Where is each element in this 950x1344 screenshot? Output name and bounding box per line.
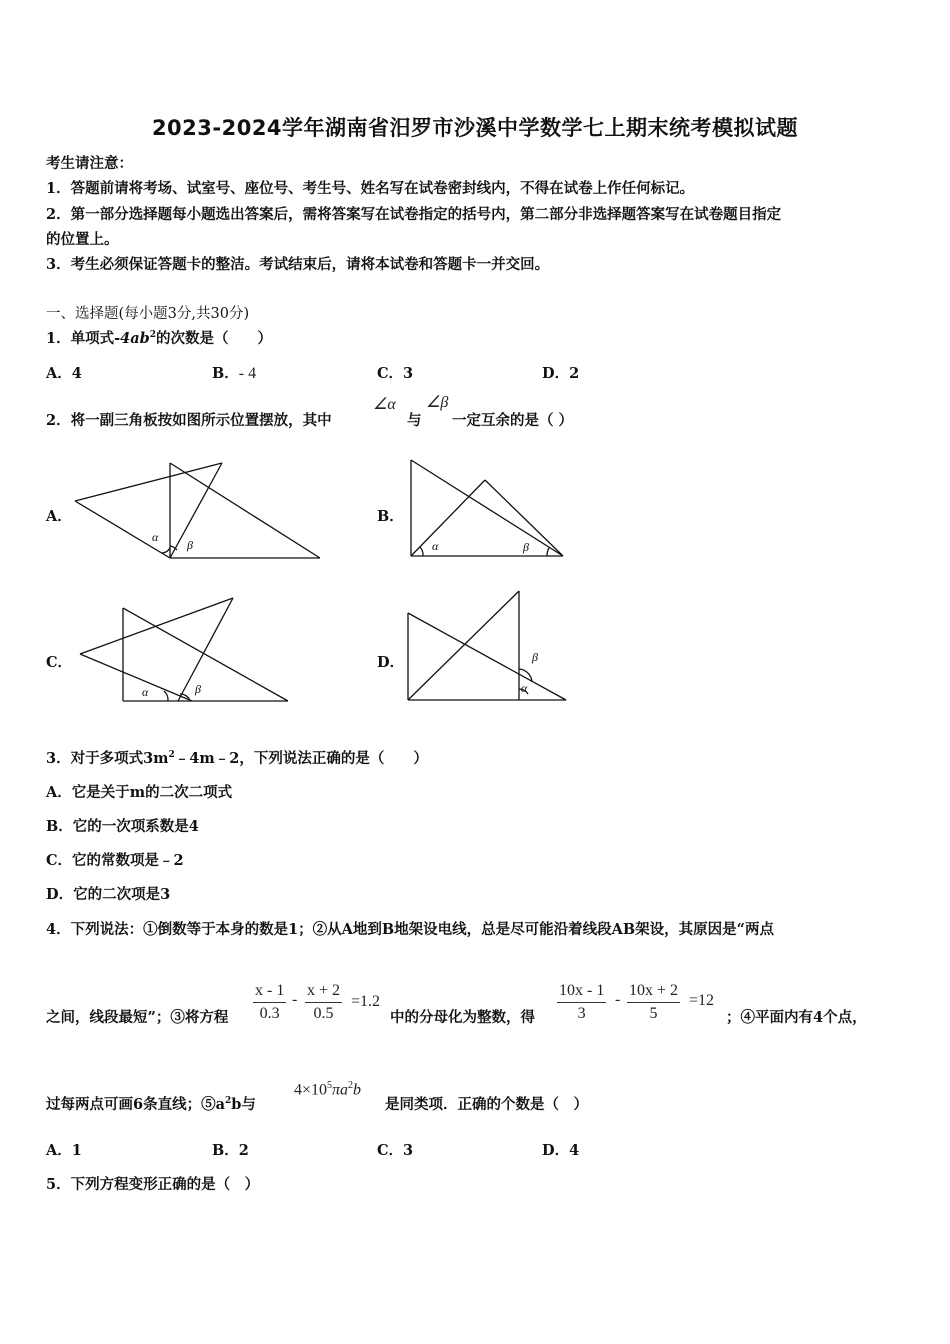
q1-option-a: A．4 xyxy=(46,365,82,382)
figure-c-label: C． xyxy=(46,654,73,671)
q3-option-c: C．它的常数项是﹣2 xyxy=(46,852,184,869)
figure-b-alpha: α xyxy=(432,539,439,553)
q2-middle: 与 xyxy=(407,412,422,429)
q4-line-1: 4．下列说法：①倒数等于本身的数是1；②从A地到B地架设电线，总是尽可能沿着线段AB架设，其原因是“两点 xyxy=(46,921,775,938)
eq2-fraction-2: $\frac{10x + 2}{5}$ xyxy=(629,982,679,1022)
page-title: 2023-2024学年湖南省汨罗市沙溪中学数学七上期末统考模拟试题 xyxy=(151,116,799,140)
question-5: 5．下列方程变形正确的是（ ） xyxy=(46,1176,260,1193)
figure-c-alpha: α xyxy=(142,685,149,699)
q2-beta-angle: ∠β xyxy=(426,394,449,411)
q3-option-b: B．它的一次项系数是4 xyxy=(46,818,199,835)
figure-d-label: D． xyxy=(377,654,405,671)
question-3: 3．对于多项式$3m^2﹣4m﹣2$，下列说法正确的是（ ） xyxy=(46,750,428,767)
q1-option-c: C．3 xyxy=(377,365,414,382)
q2-alpha-angle: ∠α xyxy=(373,396,396,413)
eq1-fraction-1: $\frac{x - 1}{0.3}$ xyxy=(255,982,285,1022)
q1-prefix: 1．单项式 xyxy=(46,330,115,347)
eq1-fraction-2: $\frac{x + 2}{0.5}$ xyxy=(307,982,341,1022)
q1-option-d: D．2 xyxy=(542,365,580,382)
q1-expression: $-4ab^2$ xyxy=(114,330,157,347)
q2-suffix: 一定互余的是（ ） xyxy=(452,412,574,429)
figure-b-beta: β xyxy=(523,540,529,554)
q4-line-2b: 中的分母化为整数，得 xyxy=(390,1009,535,1026)
figure-a-beta: β xyxy=(187,538,193,552)
figure-a-label: A． xyxy=(46,508,72,525)
figure-d-alpha: α xyxy=(521,681,528,695)
notice-heading: 考生请注意： xyxy=(46,155,133,172)
eq1-rhs: =1.2 xyxy=(351,993,381,1010)
q1-option-b: B．- 4 xyxy=(212,365,257,382)
notice-item-2-cont: 的位置上。 xyxy=(46,231,119,248)
figure-d xyxy=(404,587,574,705)
q4-line-2c: ；④平面内有4个点， xyxy=(726,1009,867,1026)
q3-option-d: D．它的二次项是3 xyxy=(46,886,171,903)
eq2-rhs: =12 xyxy=(689,992,715,1009)
q4-option-b: B．2 xyxy=(212,1142,249,1159)
notice-item-1: 1．答题前请将考场、试室号、座位号、考生号、姓名写在试卷密封线内，不得在试卷上作任何标记。 xyxy=(46,180,695,197)
figure-a xyxy=(70,458,330,568)
figure-b xyxy=(405,455,575,565)
q4-line-3a: 过每两点可画6条直线；$⑤a^2b$与 xyxy=(46,1096,256,1113)
section-heading: 一、选择题(每小题3分,共30分) xyxy=(46,306,250,322)
q4-option-a: A．1 xyxy=(46,1142,82,1159)
q4-option-c: C．3 xyxy=(377,1142,414,1159)
q3-option-a: A．它是关于m的二次二项式 xyxy=(46,784,233,801)
eq2-minus: - xyxy=(615,991,621,1008)
q1-suffix: 的次数是（ ） xyxy=(156,330,273,347)
notice-item-3: 3．考生必须保证答题卡的整洁。考试结束后，请将本试卷和答题卡一并交回。 xyxy=(46,256,550,273)
question-1 xyxy=(46,327,272,348)
q4-line-3c: 是同类项．正确的个数是（ ） xyxy=(385,1096,588,1113)
q4-option-d: D．4 xyxy=(542,1142,580,1159)
q4-term: $4\times 10^5\pi a^2b$ xyxy=(294,1080,362,1099)
eq1-minus: - xyxy=(292,991,298,1008)
figure-b-label: B． xyxy=(377,508,404,525)
notice-item-2: 2．第一部分选择题每小题选出答案后，需将答案写在试卷指定的括号内，第二部分非选择题答案写在试卷题目指定 xyxy=(46,206,782,223)
figure-c-beta: β xyxy=(195,682,201,696)
figure-d-beta: β xyxy=(532,650,538,664)
q2-prefix: 2．将一副三角板按如图所示位置摆放，其中 xyxy=(46,412,332,429)
q4-line-2a: 之间，线段最短”；③将方程 xyxy=(46,1009,229,1026)
figure-a-alpha: α xyxy=(152,530,159,544)
figure-c xyxy=(76,595,296,707)
eq2-fraction-1: $\frac{10x - 1}{3}$ xyxy=(559,982,605,1022)
